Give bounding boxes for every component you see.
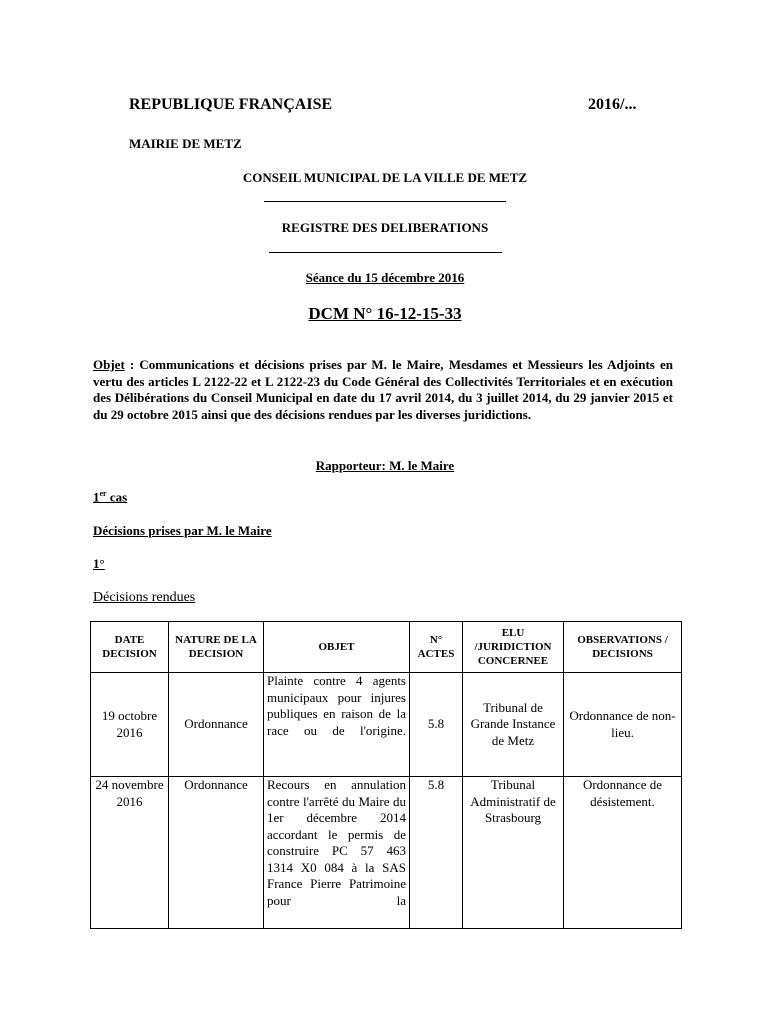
cell-actes: 5.8 [410, 777, 463, 929]
cell-elu: Tribunal de Grande Instance de Metz [463, 673, 564, 777]
mairie-heading: MAIRIE DE METZ [129, 136, 242, 151]
registre-heading: REGISTRE DES DELIBERATIONS [281, 220, 489, 235]
cas-word: cas [106, 489, 128, 505]
decisions-prises-heading: Décisions prises par M. le Maire [93, 523, 272, 538]
cell-objet: Plainte contre 4 agents municipaux pour injures publiques en raison de la race ou de l'origine. [264, 673, 410, 777]
conseil-heading: CONSEIL MUNICIPAL DE LA VILLE DE METZ [242, 170, 528, 185]
divider-line [269, 252, 502, 253]
cell-elu: Tribunal Administratif de Strasbourg [463, 777, 564, 929]
cell-objet: Recours en annulation contre l'arrêté du Maire du 1er décembre 2014 accordant le permis de construire PC 57 463 1314 X0 084 à la SAS France Pierre Patrimoine pour la [264, 777, 410, 929]
objet-paragraph [93, 357, 673, 423]
table-header-row [91, 622, 682, 673]
cas-superscript: er [99, 489, 107, 498]
header-observations: OBSERVATIONS / DECISIONS [564, 622, 682, 673]
cell-actes: 5.8 [410, 673, 463, 777]
cell-date: 19 octobre 2016 [91, 673, 169, 777]
cell-date: 24 novembre 2016 [91, 777, 169, 929]
header-elu: ELU /JURIDICTION CONCERNEE [463, 622, 564, 673]
divider-line [264, 201, 506, 202]
header-actes: N° ACTES [410, 622, 463, 673]
cas-heading [93, 489, 127, 505]
table-row [91, 673, 682, 777]
objet-text: : Communications et décisions prises par M. le Maire, Mesdames et Messieurs les Adjoints en vertu des articles L 2122-22 et L 2122-23 du Code Général des Collectivités Territoriales et en exécution des Délibérations du Conseil Municipal en date du 17 avril 2014, du 3 juillet 2014, du 29 janvier 2015 et du 29 octobre 2015 ainsi que des décisions rendues par les diverses juridictions. [93, 357, 673, 422]
cas-number: 1 [93, 489, 100, 505]
cell-observations: Ordonnance de désistement. [564, 777, 682, 929]
decisions-rendues-heading: Décisions rendues [93, 590, 196, 605]
rapporteur: Rapporteur: M. le Maire [315, 458, 455, 473]
seance-date: Séance du 15 décembre 2016 [305, 270, 465, 285]
deliberation-number: 2016/... [588, 96, 637, 113]
objet-label: Objet [93, 357, 125, 372]
header-nature: NATURE DE LA DECISION [169, 622, 264, 673]
point-number: 1° [93, 556, 105, 571]
dcm-number: DCM N° 16-12-15-33 [308, 304, 462, 323]
cell-observations: Ordonnance de non-lieu. [564, 673, 682, 777]
table-row [91, 777, 682, 929]
header-objet: OBJET [264, 622, 410, 673]
header-date: DATE DECISION [91, 622, 169, 673]
decisions-table [90, 621, 682, 929]
republique-heading: REPUBLIQUE FRANÇAISE [129, 96, 333, 113]
cell-nature: Ordonnance [169, 777, 264, 929]
cell-nature: Ordonnance [169, 673, 264, 777]
